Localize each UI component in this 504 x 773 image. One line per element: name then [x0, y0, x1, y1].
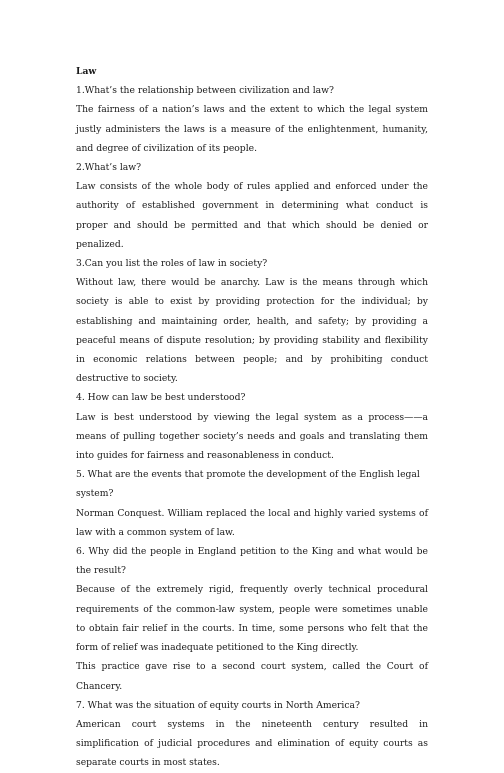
section-5	[76, 465, 428, 542]
question-5: 5. What are the events that promote the development of the English legal system?	[76, 469, 420, 500]
question-1: 1.What’s the relationship between civilization and law?	[76, 85, 334, 97]
section-7	[76, 696, 428, 773]
question-2: 2.What’s law?	[76, 162, 142, 174]
document-title: Law	[76, 66, 97, 77]
section-6	[76, 542, 428, 696]
question-7: 7. What was the situation of equity courts in North America?	[76, 699, 360, 711]
question-6: 6. Why did the people in England petition to the King and what would be the result?	[76, 546, 428, 577]
answer-1: The fairness of a nation’s laws and the extent to which the legal system justly administers the laws is a measure of the enlightenment, humanity, and degree of civilization of its people.	[76, 104, 428, 154]
section-1	[76, 81, 428, 158]
section-2	[76, 158, 428, 254]
answer-4: Law is best understood by viewing the legal system as a process——a means of pulling together society’s needs and goals and translating them into guides for fairness and reasonableness in conduct.	[76, 411, 428, 462]
section-3	[76, 254, 428, 388]
answer-6-followup: This practice gave rise to a second court system, called the Court of Chancery.	[76, 661, 428, 692]
question-4: 4. How can law be best understood?	[76, 392, 246, 404]
document-page	[76, 62, 428, 773]
answer-3: Without law, there would be anarchy. Law is the means through which society is able to exist by providing protection for the individual; by establishing and maintaining order, health, and safety; by providing a peaceful means of dispute resolution; by providing stability and flexibility in economic relations between people; and by prohibiting conduct destructive to society.	[76, 277, 428, 385]
section-4	[76, 388, 428, 465]
answer-7: American court systems in the nineteenth century resulted in simplification of judicial procedures and elimination of equity courts as separate courts in most states.	[76, 718, 428, 769]
answer-6: Because of the extremely rigid, frequently overly technical procedural requirements of the common-law system, people were sometimes unable to obtain fair relief in the courts. In time, some persons who felt that the form of relief was inadequate petitioned to the King directly.	[76, 584, 428, 654]
answer-5: Norman Conquest. William replaced the local and highly varied systems of law with a common system of law.	[76, 507, 428, 538]
question-3: 3.Can you list the roles of law in society?	[76, 258, 268, 270]
answer-2: Law consists of the whole body of rules applied and enforced under the authority of established government in determining what conduct is proper and should be permitted and that which should be denied or penalized.	[76, 181, 428, 250]
